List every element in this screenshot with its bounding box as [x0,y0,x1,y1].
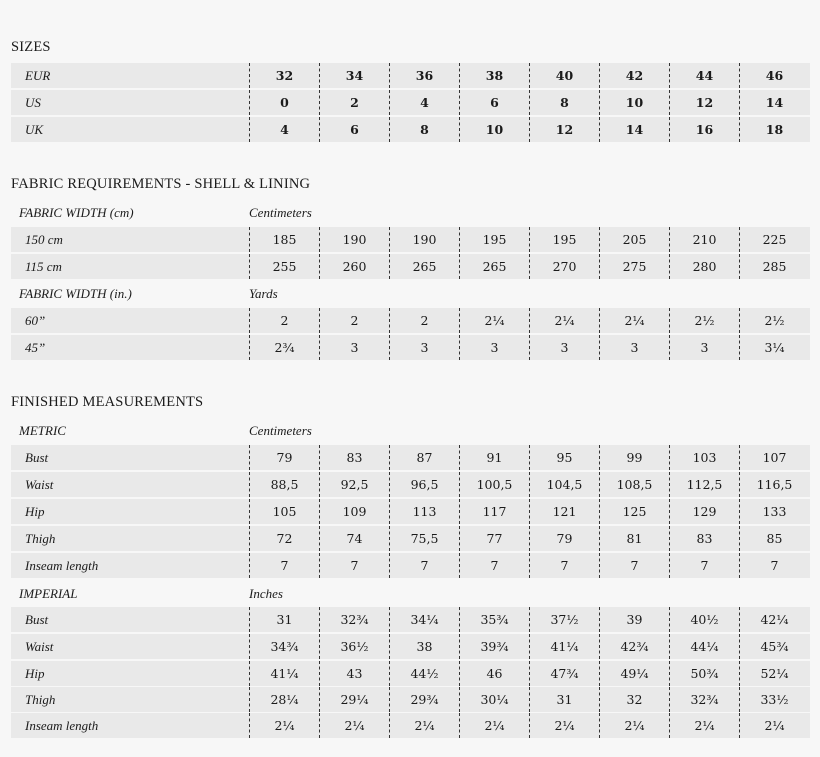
value-cell: 2¼ [529,713,599,738]
value-cell: 41¼ [529,634,599,659]
finished-title: FINISHED MEASUREMENTS [11,394,204,410]
size-cell: 2 [319,90,389,115]
value-cell: 112,5 [669,472,739,497]
value-cell: 31 [529,687,599,712]
value-cell: 32¾ [319,607,389,632]
value-cell: 225 [739,227,809,252]
row-label: Hip [25,665,45,681]
row-label: Bust [25,611,49,627]
value-cell: 2¼ [599,308,669,333]
value-cell: 87 [389,445,459,470]
value-cell: 7 [599,553,669,578]
row-label: 150 cm [25,231,63,247]
finished-group-metric [11,418,810,443]
size-cell: 8 [389,117,459,142]
size-cell: 34 [319,63,389,88]
value-cell: 2¼ [249,713,319,738]
value-cell: 2¼ [319,713,389,738]
size-row-uk [11,117,810,142]
value-cell: 2¼ [529,308,599,333]
row-label: Inseam length [25,717,99,733]
size-cell: 14 [739,90,809,115]
value-cell: 265 [389,254,459,279]
size-cell: 4 [249,117,319,142]
size-cell: 0 [249,90,319,115]
measure-row [11,472,810,497]
value-cell: 195 [529,227,599,252]
value-cell: 45¾ [739,634,809,659]
value-cell: 92,5 [319,472,389,497]
size-cell: 8 [529,90,599,115]
row-label: Waist [25,476,54,492]
row-label: Thigh [25,530,56,546]
value-cell: 33½ [739,687,809,712]
sizes-title: SIZES [11,39,51,55]
value-cell: 74 [319,526,389,551]
value-cell: 3¼ [739,335,809,360]
size-cell: 46 [739,63,809,88]
value-cell: 195 [459,227,529,252]
group-label: METRIC [19,422,66,438]
size-cell: 14 [599,117,669,142]
fabric-group-cm [11,200,810,225]
measure-row [11,607,810,632]
value-cell: 41¼ [249,661,319,686]
size-cell: 32 [249,63,319,88]
size-cell: 12 [529,117,599,142]
value-cell: 7 [459,553,529,578]
value-cell: 81 [599,526,669,551]
row-label: 45” [25,339,46,355]
fabric-group-in [11,281,810,306]
row-label: UK [25,121,44,137]
size-cell: 38 [459,63,529,88]
value-cell: 185 [249,227,319,252]
value-cell: 29¼ [319,687,389,712]
value-cell: 2¼ [599,713,669,738]
value-cell: 117 [459,499,529,524]
unit-label: Centimeters [249,422,312,438]
value-cell: 125 [599,499,669,524]
value-cell: 85 [739,526,809,551]
measure-row [11,526,810,551]
value-cell: 31 [249,607,319,632]
value-cell: 2¾ [249,335,319,360]
size-row-eur [11,63,810,88]
value-cell: 2¼ [459,308,529,333]
value-cell: 2 [389,308,459,333]
value-cell: 50¾ [669,661,739,686]
value-cell: 46 [459,661,529,686]
row-label: 60” [25,312,46,328]
value-cell: 39 [599,607,669,632]
value-cell: 265 [459,254,529,279]
row-label: 115 cm [25,258,62,274]
value-cell: 34¼ [389,607,459,632]
value-cell: 7 [739,553,809,578]
value-cell: 2¼ [389,713,459,738]
unit-label: Inches [249,585,283,601]
value-cell: 42¼ [739,607,809,632]
measure-row [11,445,810,470]
value-cell: 3 [529,335,599,360]
value-cell: 30¼ [459,687,529,712]
value-cell: 79 [249,445,319,470]
fabric-row [11,335,810,360]
value-cell: 133 [739,499,809,524]
value-cell: 100,5 [459,472,529,497]
size-cell: 6 [459,90,529,115]
value-cell: 83 [669,526,739,551]
value-cell: 75,5 [389,526,459,551]
value-cell: 104,5 [529,472,599,497]
value-cell: 116,5 [739,472,809,497]
value-cell: 36½ [319,634,389,659]
row-label: Hip [25,503,45,519]
measure-row [11,661,810,686]
value-cell: 275 [599,254,669,279]
size-cell: 12 [669,90,739,115]
size-cell: 4 [389,90,459,115]
value-cell: 91 [459,445,529,470]
value-cell: 42¾ [599,634,669,659]
value-cell: 77 [459,526,529,551]
value-cell: 129 [669,499,739,524]
value-cell: 44½ [389,661,459,686]
value-cell: 88,5 [249,472,319,497]
value-cell: 121 [529,499,599,524]
value-cell: 280 [669,254,739,279]
fabric-row [11,308,810,333]
value-cell: 44¼ [669,634,739,659]
value-cell: 285 [739,254,809,279]
value-cell: 32¾ [669,687,739,712]
size-cell: 36 [389,63,459,88]
value-cell: 49¼ [599,661,669,686]
value-cell: 270 [529,254,599,279]
value-cell: 35¾ [459,607,529,632]
fabric-row [11,227,810,252]
finished-group-imperial [11,581,810,606]
value-cell: 96,5 [389,472,459,497]
value-cell: 39¾ [459,634,529,659]
size-row-us [11,90,810,115]
value-cell: 99 [599,445,669,470]
value-cell: 2¼ [459,713,529,738]
row-label: Waist [25,638,54,654]
value-cell: 108,5 [599,472,669,497]
value-cell: 34¾ [249,634,319,659]
value-cell: 255 [249,254,319,279]
value-cell: 7 [319,553,389,578]
value-cell: 3 [319,335,389,360]
value-cell: 79 [529,526,599,551]
value-cell: 3 [669,335,739,360]
row-label: Thigh [25,691,56,707]
size-cell: 40 [529,63,599,88]
value-cell: 107 [739,445,809,470]
value-cell: 2¼ [669,713,739,738]
value-cell: 29¾ [389,687,459,712]
value-cell: 32 [599,687,669,712]
row-label: Inseam length [25,557,99,573]
value-cell: 2 [249,308,319,333]
value-cell: 83 [319,445,389,470]
value-cell: 113 [389,499,459,524]
value-cell: 2 [319,308,389,333]
unit-label: Centimeters [249,204,312,220]
value-cell: 7 [529,553,599,578]
measure-row [11,634,810,659]
group-label: IMPERIAL [19,585,78,601]
value-cell: 109 [319,499,389,524]
value-cell: 7 [669,553,739,578]
value-cell: 103 [669,445,739,470]
measure-row [11,687,810,712]
value-cell: 3 [389,335,459,360]
size-cell: 18 [739,117,809,142]
measure-row [11,499,810,524]
size-cell: 10 [459,117,529,142]
value-cell: 2½ [669,308,739,333]
value-cell: 3 [599,335,669,360]
value-cell: 43 [319,661,389,686]
measure-row [11,713,810,738]
row-label: EUR [25,67,51,83]
group-label: FABRIC WIDTH (in.) [19,285,132,301]
group-label: FABRIC WIDTH (cm) [19,204,134,220]
row-label: US [25,94,41,110]
value-cell: 190 [389,227,459,252]
value-cell: 52¼ [739,661,809,686]
value-cell: 28¼ [249,687,319,712]
size-cell: 16 [669,117,739,142]
value-cell: 47¾ [529,661,599,686]
value-cell: 7 [249,553,319,578]
value-cell: 7 [389,553,459,578]
size-cell: 42 [599,63,669,88]
value-cell: 105 [249,499,319,524]
fabric-row [11,254,810,279]
size-cell: 44 [669,63,739,88]
value-cell: 2½ [739,308,809,333]
value-cell: 260 [319,254,389,279]
value-cell: 2¼ [739,713,809,738]
value-cell: 95 [529,445,599,470]
value-cell: 210 [669,227,739,252]
value-cell: 38 [389,634,459,659]
measure-row [11,553,810,578]
row-label: Bust [25,449,49,465]
value-cell: 40½ [669,607,739,632]
value-cell: 3 [459,335,529,360]
value-cell: 205 [599,227,669,252]
unit-label: Yards [249,285,278,301]
value-cell: 190 [319,227,389,252]
fabric-title: FABRIC REQUIREMENTS - SHELL & LINING [11,176,311,192]
size-cell: 6 [319,117,389,142]
size-cell: 10 [599,90,669,115]
value-cell: 37½ [529,607,599,632]
value-cell: 72 [249,526,319,551]
